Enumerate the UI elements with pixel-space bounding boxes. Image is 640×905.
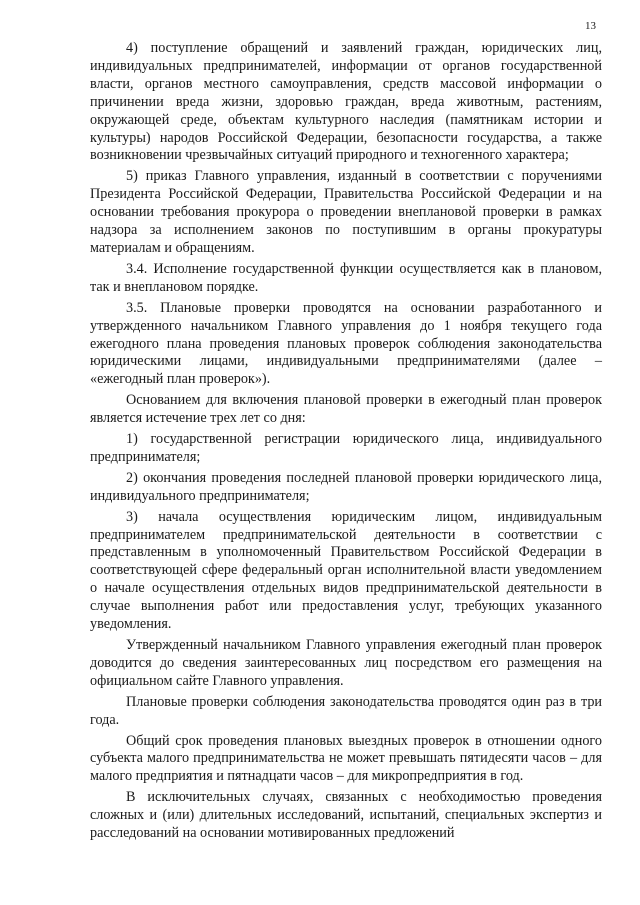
paragraph-basis-2: 2) окончания проведения последней плановой проверки юридического лица, индивидуального предпринимателя; bbox=[90, 469, 602, 504]
paragraph-basis-3: 3) начала осуществления юридическим лицом, индивидуальным предпринимателем предпринимательской деятельности в соответствии с представленным в уполномоченный Правительством Российской Федерации в соответствующей сфере федеральный орган исполнительной власти уведомлением о начале осуществления отдельных видов предпринимательской деятельности в случае выполнения работ или предоставления услуг, требующих указанного уведомления. bbox=[90, 508, 602, 633]
paragraph-item-5: 5) приказ Главного управления, изданный в соответствии с поручениями Президента Российской Федерации, Правительства Российской Федерации и на основании требования прокурора о проведении внеплановой проверки в рамках надзора за исполнением законов по поступившим в органы прокуратуры материалам и обращениям. bbox=[90, 168, 602, 256]
page-number: 13 bbox=[585, 20, 596, 32]
paragraph-basis-1: 1) государственной регистрации юридического лица, индивидуального предпринимателя; bbox=[90, 431, 602, 465]
paragraph-basis: Основанием для включения плановой проверки в ежегодный план проверок является истечение трех лет со дня: bbox=[90, 392, 602, 427]
paragraph-item-4: 4) поступление обращений и заявлений граждан, юридических лиц, индивидуальных предпринимателей, информации от органов государственной власти, органов местного самоуправления, средств массовой информации о причинении вреда жизни, здоровью граждан, вреда животным, растениям, окружающей среде, объектам культурного наследия (памятникам истории и культуры) народов Российской Федерации, безопасности государства, а также возникновении чрезвычайных ситуаций природного и техногенного характера; bbox=[90, 40, 602, 164]
paragraph-duration: Общий срок проведения плановых выездных проверок в отношении одного субъекта малого предпринимательства не может превышать пятидесяти часов – для малого предприятия и пятнадцати часов – для микропредприятия в год. bbox=[90, 732, 602, 785]
paragraph-frequency: Плановые проверки соблюдения законодательства проводятся один раз в три года. bbox=[90, 693, 602, 728]
paragraph-3-5: 3.5. Плановые проверки проводятся на основании разработанного и утвержденного начальником Главного управления до 1 ноября текущего года ежегодного плана проведения плановых проверок соблюдения законодательства юридическими лицами, индивидуальными предпринимателями (далее – «ежегодный план проверок»). bbox=[90, 299, 602, 388]
paragraph-exceptional-cases: В исключительных случаях, связанных с необходимостью проведения сложных и (или) длительных исследований, испытаний, специальных экспертиз и расследований на основании мотивированных предложений bbox=[90, 789, 602, 842]
document-body bbox=[90, 40, 602, 846]
paragraph-3-4: 3.4. Исполнение государственной функции осуществляется как в плановом, так и внеплановом порядке. bbox=[90, 260, 602, 295]
paragraph-plan-publication: Утвержденный начальником Главного управления ежегодный план проверок доводится до сведения заинтересованных лиц посредством его размещения на официальном сайте Главного управления. bbox=[90, 637, 602, 689]
